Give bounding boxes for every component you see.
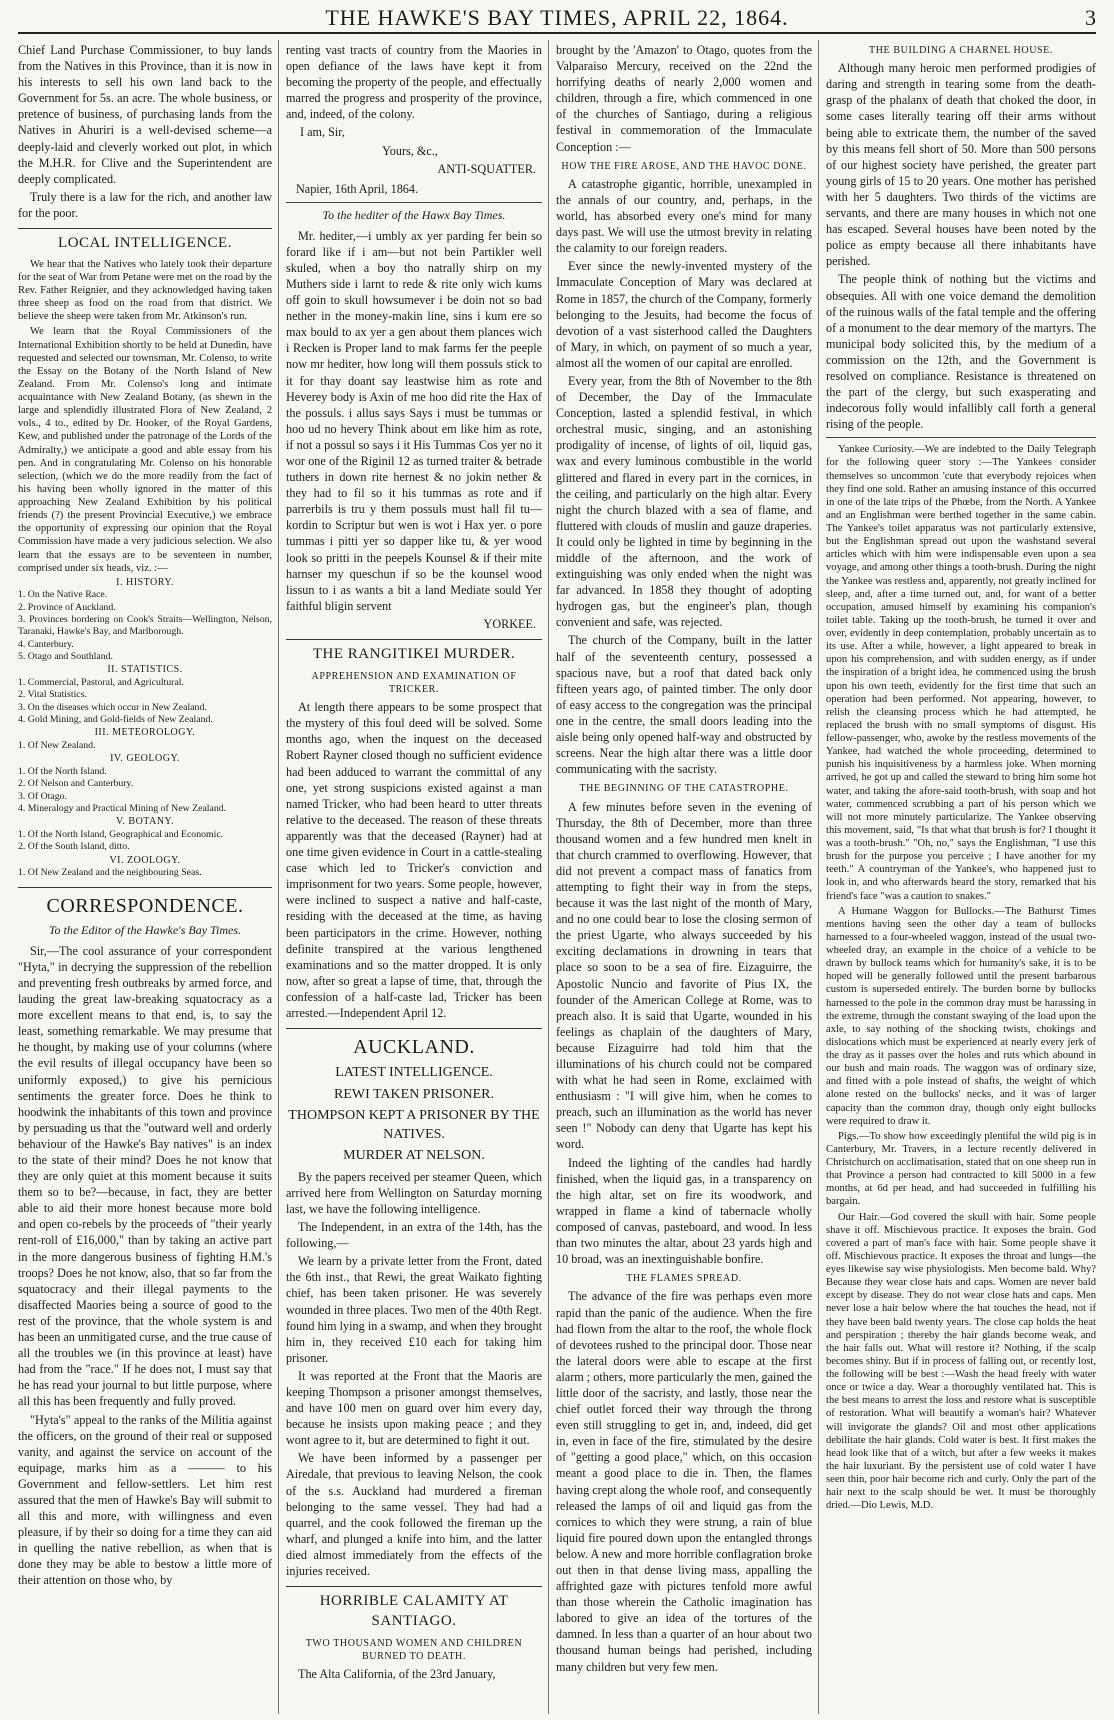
section-heading-rangitikei: THE RANGITIKEI MURDER. (286, 639, 542, 665)
essay-topic: 2. Of Nelson and Canterbury. (18, 778, 134, 790)
essay-topic: 1. Of the North Island, Geographical and Economic. (18, 828, 224, 840)
page-number: 3 (1085, 5, 1096, 30)
essay-topic: 4. Canterbury. (18, 638, 74, 650)
letter-closing: I am, Sir, (300, 125, 345, 140)
news-paragraph: A Humane Waggon for Bullocks.—The Bathurst Times mentions having seen the other day a team of bullocks harnessed to a four-wheeled waggon, instead of the usual two-wheeled dray, an example in the choice of a vehicle to be drawn by bullock teams which for humanity's sake, it is to be hoped will be generally followed until the present barbarous custom is superseded entirely. The burden borne by bullocks harnessed to the pole in the common dray must be harassing in the extreme, through the constant swaying of the load upon the axle, to say nothing of the shocking twists, chokings and dislocations which must be experienced at nearly every jerk of the dray as it passes over the holes and ruts which abound in our bush and main roads. The waggon was of ordinary size, and fitted with a pole instead of shafts, the weight of which alone rested on the bullocks' necks, and it was of larger capacity than the common dray, though only eight bullocks were required to draw it. (826, 905, 1096, 1127)
essay-category: VI. ZOOLOGY. (109, 854, 181, 866)
subheading: MURDER AT NELSON. (343, 1148, 485, 1164)
article-paragraph: The Alta California, of the 23rd January, (298, 1667, 496, 1682)
article-paragraph: Ever since the newly-invented mystery of the Immaculate Conception of Mary was declared at Rome in 1857, the church of the Company, formerly belonging to the Jesuits, had become the focus of devotion of a vast sisterhood called the Daughters of Mary, in which, on payment of so much a year, almost all the women of our capital are enrolled. (556, 259, 812, 370)
letter-paragraph: "Hyta's" appeal to the ranks of the Militia against the officers, on the ground of their real or supposed vanity, and against the service on account of the equipage, marks him as a ——— to his Government and fellow-settlers. Let him rest assured that the men of Hawke's Bay will submit to all this and more, with willingness and even pleasure, if by their so doing for a time they can aid in quelling the native rebellion, as when that is done they may be able to bestow a little more of their attention on those who, by (18, 1412, 272, 1588)
news-paragraph: We hear that the Natives who lately took their departure for the seat of War from Petane were met on the road by the Rev. Father Reignier, and they acknowledged having taken three sheep as food on the road from that district. We believe the sheep were taken from Mr. Atkinson's run. (18, 258, 272, 323)
column-rule (818, 40, 819, 1714)
subheading: THE FLAMES SPREAD. (626, 1273, 742, 1285)
essay-topic: 1. Of the North Island. (18, 765, 107, 777)
article-paragraph: Every year, from the 8th of November to the 8th of December, the Day of the Immaculate Conception, lasted a splendid festival, in which orchestral music, singing, and an astonishing prodigality of incense, of lights of oil, liquid gas, wax and every luminous combustible in the world glittered and flared in every part in the cornices, in the ceiling, and particularly on the high altar. Every night the church blazed with a sea of flame, and fluttered with clouds of muslin and gauze draperies. It could only be lighted in time by beginning in the middle of the afternoon, and the work of extinguishing was only ended when the night was far advanced. In 1858 they thought of adopting hydrogen gas, but the engineer's plan, though convenient and safe, was rejected. (556, 373, 812, 630)
article-paragraph: It was reported at the Front that the Maoris are keeping Thompson a prisoner amongst themselves, and have 100 men on guard over him every day, because he insists upon making peace ; and they wont agree to it, but are determined to fight it out. (286, 1368, 542, 1448)
column-3 (556, 42, 812, 1716)
letter-dateline: Napier, 16th April, 1864. (296, 181, 419, 196)
essay-topic: 3. Of Otago. (18, 790, 67, 802)
letter-salutation: To the Editor of the Hawke's Bay Times. (48, 922, 242, 937)
essay-category: IV. GEOLOGY. (110, 753, 180, 765)
column-2 (286, 42, 542, 1716)
news-paragraph: Yankee Curiosity.—We are indebted to the Daily Telegraph for the following queer story :—The Yankees consider themselves so uncommon 'cute that everybody rejoices when they find one sold. Rather an amusing instance of this occurred in one of the late trips of the Phœbe, from the North. A Yankee and an Englishman were berthed together in the same cabin. The Yankee's toilet apparatus was not particularly extensive, but the Englishman spread out upon the washstand several articles which with him were indispensable even upon a sea voyage, and among other things a tooth-brush. During the night the Yankee was restless and, apparently, not greatly inclined for sleep, and, after a time turned out, and, for want of a better occupation, amused himself by examining his companion's toilet table. Taking up the tooth-brush, he turned it over and over, evidently in deep contemplation, probably uncertain as to its use. After a while, however, a light appeared to break in upon his comprehension, and with sudden energy, as if under the inspiration of a bright idea, he commenced using the brush upon his own teeth, evidently for the first time that such an operation had been performed. Not appearing, however, to relish the cleansing process which he had attempted, he replaced the brush with no small symptoms of disgust. His fellow-passenger, who, awoke by the restless movements of the Yankee, had watched the whole proceeding, determined to punish his inquisitiveness by a harmless joke. When morning arrived, he got up and called the steward to bring him some hot water, and taking the afore-said tooth-brush, with soap and hot water, commenced scrubbing a part of his person which we will not more minutely particularize. The Yankee observing this movement, said, "Is that what that brush is for? I thought it was a tooth-brush." "Oh, no," says the Englishman, "I use this brush for the purpose you perceive ; I have another for my teeth." A countryman of the Yankee's, who happened just to look in, and who afterwards heard the story, remarked that his friend's face "was a caution to snakes." (826, 444, 1096, 902)
essay-topic: 1. Commercial, Pastoral, and Agricultural. (18, 677, 184, 689)
essay-topic: 3. On the diseases which occur in New Zealand. (18, 701, 207, 713)
letter-closing: Yours, &c., (382, 143, 438, 158)
column-4 (826, 42, 1096, 1716)
masthead (18, 2, 1096, 34)
article-paragraph: At length there appears to be some prospect that the mystery of this foul deed will be solved. Some months ago, when the inquest on the deceased Robert Rayner closed though no sufficient evidence had been adduced to warrant the committal of any one, yet strong suspicions existed against a man named Tricker, who had been heard to utter threats relative to the deceased. The reason of these threats apparently was that the deceased (Rayner) had at one time given evidence in Court in a cattle-stealing case which led to Tricker's conviction and imprisonment for two years. Some people, however, were inclined to suspect a native and half-caste, residing with the deceased at the time, as having been participators in the crime. However, nothing definite transpired at the various lengthened examinations and so the matter dropped. It is only now, after so great a lapse of time, that, through the confession of a half-caste lad, Tricker has been arrested.—Independent April 12. (286, 700, 542, 1020)
article-paragraph: The Independent, in an extra of the 14th, has the following,— (286, 1220, 542, 1251)
article-paragraph: We have been informed by a passenger per Airedale, that previous to leaving Nelson, the cook of the s.s. Auckland had murdered a fireman belonging to the same vessel. They had had a quarrel, and the cook followed the fireman up the wharf, and plunged a knife into him, and the latter died almost immediately from the effects of the injuries received. (286, 1451, 542, 1579)
section-heading-auckland: AUCKLAND. (286, 1028, 542, 1060)
essay-topic: 4. Mineralogy and Practical Mining of New Zealand. (18, 803, 227, 815)
article-paragraph: The advance of the fire was perhaps even more rapid than the panic of the audience. When the fire had flown from the altar to the roof, the whole flock of devotees rushed to the principal door. Those near the lateral doors were able to escape at the first alarm ; others, more particularly the men, gained the little door of the sacristy, and lastly, those near the chief outlet forced their way through the throng even still struggling to get in, and, indeed, did get in, even in face of the fire, stimulated by the desire of "getting a good place," which, on this occasion meant a good place to die in. Then, the flames having crept along the whole roof, and consequently released the lamps of oil and liquid gas from the cornices to which they were strung, a rain of blue liquid fire poured down upon the entangled throngs below. A new and more horrible conflagration broke out then in that dense living mass, appalling the affrighted gaze with pictures tenfold more awful than those wherein the Catholic imagination has labored to give an idea of the tortures of the damned. In less than a quarter of an hour about two thousand human beings had perished, including many children but very few men. (556, 1289, 812, 1674)
essay-topic: 2. Of the South Island, ditto. (18, 841, 130, 853)
essay-category: III. METEOROLOGY. (94, 727, 196, 739)
essay-topic: 2. Province of Auckland. (18, 601, 116, 613)
essay-category: II. STATISTICS. (107, 664, 183, 676)
essay-category: V. BOTANY. (115, 816, 174, 828)
subheading: REWI TAKEN PRISONER. (333, 1086, 494, 1102)
subheading: TWO THOUSAND WOMEN AND CHILDREN BURNED TO DEATH. (305, 1637, 523, 1662)
news-paragraph: Pigs.—To show how exceedingly plentiful the wild pig is in Canterbury, Mr. Travers, in a lecture recently delivered in Christchurch on acclimatisation, stated that on one sheep run in that Province a person had contracted to kill 5000 in a few months, at 6d per head, and had succeeded in fulfilling his bargain. (826, 1130, 1096, 1208)
article-paragraph: Truly there is a law for the rich, and another law for the poor. (18, 189, 272, 220)
article-paragraph: A few minutes before seven in the evening of Thursday, the 8th of December, more than three thousand women and a few hundred men knelt in that church crammed to overflowing. However, that did not prevent a compact mass of fanatics from attempting to fight their way in from the steps, because it was the last night of the month of Mary, and no one could bear to lose the closing sermon of the priest Ugarte, who always succeeded by his exciting declamations in drowning in tears that place so soon to be a sea of fire. Eizaguirre, the Apostolic Nuncio and favorite of Pius IX, the founder of the American College at Rome, was to preach also. It is said that Ugarte, wounded in his feelings as chaplain of the daughters of Mary, because Eizaguirre had told him that the illuminations of his church could not be compared with what he had seen in Rome, exclaimed with enthusiasm : "I will give him, when he comes to preach, such an illumination as the world has never seen !" Nobody can deny that Ugarte has kept his word. (556, 799, 812, 1152)
article-paragraph: A catastrophe gigantic, horrible, unexampled in the annals of our country, and, perhaps, in the world, has absorbed every one's mind for many days past. We will use the utmost brevity in relating the calamity to our foreign readers. (556, 176, 812, 256)
subheading: HOW THE FIRE AROSE, AND THE HAVOC DONE. (561, 160, 807, 172)
article-paragraph: Indeed the lighting of the candles had hardly finished, when the liquid gas, in a transparency on the high altar, set on fire its woodwork, and wrapped in flame a kind of tabernacle wholly composed of canvas, pasteboard, and wood. In less than two minutes the altar, about 23 yards high and 10 broad, was an inextinguishable bonfire. (556, 1155, 812, 1267)
article-paragraph: We learn by a private letter from the Front, dated the 6th inst., that Rewi, the great Waikato fighting chief, has been taken prisoner. He was severely wounded in three places. Two men of the 40th Regt. found him lying in a swamp, and when they brought him in, they received £10 each for taking him prisoner. (286, 1254, 542, 1365)
article-paragraph: The church of the Company, built in the latter half of the seventeenth century, possessed a spacious nave, but a roof that dated back only fifteen years ago, of painted timber. The only door of easy access to the congregation was the principal one in the centre, the small doors leading into the aisle being only opened half-way and obstructed by screens. Near the high altar there was a little door communicating with the sacristy. (556, 633, 812, 777)
essay-topic: 2. Vital Statistics. (18, 689, 87, 701)
article-paragraph: The people think of nothing but the victims and obsequies. All with one voice demand the demolition of the ruinous walls of the fatal temple and the offering of a monument to the dear memory of the martyrs. The municipal body solicited this, by the medium of a commission on the 12th, and the Government is resolved on compliance. Resistance is threatened on the part of the clergy, but such exasperating and indecorous folly would infallibly call forth a general rising of the people. (826, 272, 1096, 432)
essay-topic: 1. Of New Zealand and the neighbouring Seas. (18, 867, 202, 879)
masthead-title: THE HAWKE'S BAY TIMES, APRIL 22, 1864. (325, 5, 789, 30)
essay-topic: 4. Gold Mining, and Gold-fields of New Zealand. (18, 714, 213, 726)
letter-salutation: To the hediter of the Hawx Bay Times. (322, 207, 506, 222)
divider (826, 437, 1096, 438)
letter-paragraph: renting vast tracts of country from the Maories in open defiance of the laws have kept it from becoming the property of the people, and effectually marred the progress and prosperity of the province, and, indeed, of the colony. (286, 43, 542, 122)
essay-category: I. HISTORY. (116, 576, 174, 588)
subheading: THOMPSON KEPT A PRISONER BY THE NATIVES. (288, 1108, 540, 1142)
section-heading-local-intelligence: LOCAL INTELLIGENCE. (18, 228, 272, 254)
letter-paragraph: Mr. hediter,—i umbly ax yer parding fer bein so forard like if i am—but not bein Partikler well skuled, when a boy tho natrally shirp on my Muthers side i larnt to rede & rite only wich kums off goin to skull howsumever i be doin not so bad nether in the money-makin line, sins i kum ere so max bould to ax yer a gen about them plances wich i Recken is Proper land to mak farms fer the peeple now mr hediter, how long will them possuls stick to it for thay doant say leastwise him as rote and Heverey body is Axin of me hoo did rite the Hax of the possuls. i allus says Says i must be tummas or hoo ud no hevery Think about em like him as rote, if not a possul so says i it His Tummas Cos yer no it wor one of the Riginil 12 as turned traiter & betrade tuthers in down rite hernest & no jokin nether & they had to fil so it his tummas as rote and if parrerbils is tru y them possuls must hall fil tu—kordin to Scriptur but wen is wot i Hax yer. o pore tummas i pitti yer so dapper like tu, & yer wood look so pritti in the peepels Kounsel & if their mite harnser my queschun if so be the kounsel wood lissun to i as wants a bit a land Mediate sould Yer faithful bligin servent (286, 228, 542, 613)
article-paragraph: brought by the 'Amazon' to Otago, quotes from the Valparaiso Mercury, received on the 22nd the horrifying deaths of nearly 2,000 women and children, through a fire, which commenced in one of the churches of Santiago, during a religious festival in commemoration of the Immaculate Conception :— (556, 43, 812, 154)
subheading: LATEST INTELLIGENCE. (335, 1065, 493, 1081)
article-paragraph: By the papers received per steamer Queen, which arrived here from Wellington on Saturday morning last, we have the following intelligence. (286, 1169, 542, 1216)
essay-topic: 5. Otago and Southland. (18, 651, 113, 663)
letter-signature: YORKEE. (483, 616, 536, 631)
news-paragraph: We learn that the Royal Commissioners of the International Exhibition shortly to be held at Dunedin, have requested and selected our townsman, Mr. Colenso, to write the Essay on the Botany of the North Island of New Zealand. From Mr. Colenso's long and intimate acquaintance with New Zealand Botany, (as shewn in the large and splendidly illustrated Flora of New Zealand, 2 vols., 4 to., edited by Dr. Hooker, of the Royal Gardens, Kew, and published under the patronage of the Lords of the Admiralty,) we anticipate a good and able essay from his pen. And in congratulating Mr. Colenso on his honorable selection, (which we do the more readily from the fact of his having been wholly ignored in the matter of this approaching New Zealand Exhibition by his political friends (?) the present Provincial Executive,) we embrace the opportunity of expressing our opinion that the Royal Commission have made a very judicious selection. We also learn that the essays are to be seventeen in number, comprised under six heads, viz. :— (18, 326, 272, 574)
column-rule (548, 40, 549, 1714)
divider (286, 202, 542, 203)
essay-topic: 1. Of New Zealand. (18, 740, 96, 752)
article-paragraph: Chief Land Purchase Commissioner, to buy lands from the Natives in this Province, than it is now in his interests to sell his own land back to the Government for 5s. an acre. The whole business, or pretence of business, of purchasing lands from the Natives in Ahuriri is a well-devised scheme—a deeply-laid and cleverly worked out plot, in which the M.H.R. for Clive and the Superintendent are deeply complicated. (18, 43, 272, 186)
essay-list (18, 577, 272, 880)
article-paragraph: Although many heroic men performed prodigies of daring and strength in tearing some from the death-grasp of the phalanx of death that choked the door, in some cases literally tearing off their arms without being able to extricate them, the number of the saved by this means fell short of 50. More than 500 persons of our highest society have perished, the greater part young girls of 15 to 20 years. One mother has perished with her 5 daughters. Two thirds of the victims are servants, and there are many houses in which not one has escaped. Several houses have been noted by the police as empty because all there inhabitants have perished. (826, 61, 1096, 269)
column-1 (18, 42, 272, 1716)
essay-topic: 1. On the Native Race. (18, 589, 108, 601)
section-heading-correspondence: CORRESPONDENCE. (18, 887, 272, 919)
letter-signature: ANTI-SQUATTER. (437, 161, 536, 176)
letter-paragraph: Sir,—The cool assurance of your correspondent "Hyta," in decrying the suppression of the rebellion and preventing fresh outbreaks by armed force, and lauding the great law-breaking squatocracy as a more excellent means to that end, is, to say the least, something remarkable. We may presume that he thought, by making use of your columns (where the evil results of illegal occupancy have been so uniformly exposed,) to give his pernicious sentiments the greater force. Does he think to hoodwink the inhabitants of this town and province by persuading us that the "outward well and orderly behaviour of the Hawke's Bay natives" is an index to the state of their mind? Does he not know that they are only quiet at this moment because it suits them so to be?—because, in fact, they are better able to aid their more honest because more bold and open co-rebels by the proceeds of "their yearly rent-roll of £16,000," than by taking an active part in the more dangerous business of fighting H.M.'s troops? Does he not know, also, that so far from the squatocracy and their illegal payments to the disaffected Maories being a source of good to the rest of the province, that the whole system is and has been an unmitigated curse, and the true cause of all the troubles we (in this province at least) have had from the "race." If he does not, I must say that he has read your journal to but little purpose, where all this has been frequently and fully proved. (18, 943, 272, 1409)
subheading: THE BEGINNING OF THE CATASTROPHE. (579, 783, 789, 795)
column-rule (278, 40, 279, 1714)
subheading: APPREHENSION AND EXAMINATION OF TRICKER. (311, 670, 517, 695)
subheading: THE BUILDING A CHARNEL HOUSE. (869, 45, 1053, 56)
section-heading-santiago: HORRIBLE CALAMITY AT SANTIAGO. (286, 1586, 542, 1632)
news-paragraph: Our Hair.—God covered the skull with hair. Some people shave it off. Mischievous practice. It exposes the brain. God covered a part of man's face with hair. Some people shave it off. Mischievous practice. It exposes the throat and lungs—the eyes likewise say wise physiologists. Men become bald. Why? Because they wear close hats and caps. Women are never bald except by disease. They do not wear close hats and caps. Men never lose a hair below where the hat touches the head, not if they have been bald twenty years. The close cap holds the heat and perspiration ; thereby the hair glands become weak, and the hair falls out. What will restore it? Nothing, if the scalp becomes shiny. But if in process of falling out, or recently lost, the following will be best :—Wash the head freely with water once or twice a day. Wear a thoroughly ventilated hat. This is the best means to arrest the loss and restore what is susceptible of restoration. What will beautify a woman's hair? Whatever will invigorate the glands? Oil and most other applications debilitate the hair glands. Cold water is best. It first makes the head look like that of a witch, but after a few weeks it makes the hair luxuriant. By the persistent use of cold water I have seen thin, poor hair become rich and curly. Only the part of the hair next to the scalp should be wet. It must be thoroughly dried.—Dio Lewis, M.D. (826, 1211, 1096, 1512)
essay-topic: 3. Provinces bordering on Cook's Straits—Wellington, Nelson, Taranaki, Hawke's Bay, and Marlborough. (18, 614, 272, 638)
